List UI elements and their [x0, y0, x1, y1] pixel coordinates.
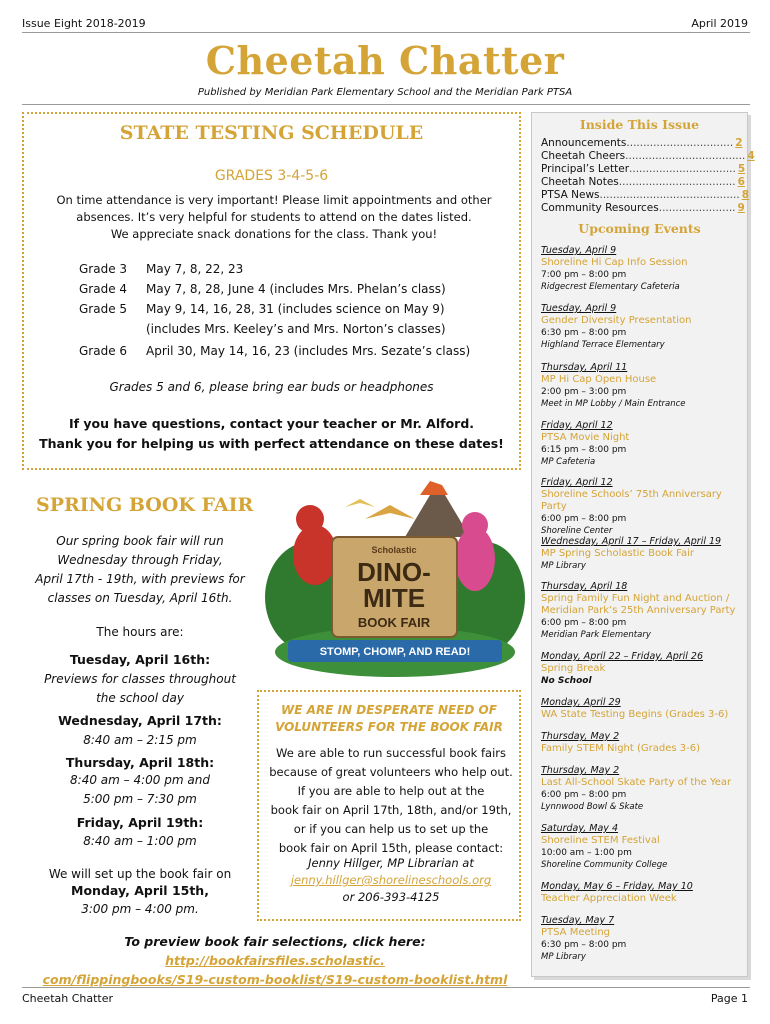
setup-day: Monday, April 15th,	[71, 883, 209, 898]
toc-label: Community Resources	[541, 202, 659, 214]
event-date: Friday, April 12	[541, 477, 613, 488]
toc-label: PTSA News	[541, 189, 600, 201]
event-name: Teacher Appreciation Week	[541, 893, 677, 904]
volunteer-box	[257, 690, 521, 921]
grade-label: Grade 3	[79, 262, 128, 276]
footer-rule	[22, 987, 750, 988]
attendance-line-3: We appreciate snack donations for the class. Thank you!	[110, 227, 438, 241]
setup-hours: 3:00 pm – 4:00 pm.	[81, 902, 199, 916]
toc-label: Cheetah Cheers	[541, 150, 626, 162]
volunteer-contact	[265, 855, 517, 906]
newsletter-title: Cheetah Chatter	[205, 38, 565, 83]
event-item	[541, 731, 741, 755]
page-number: Page 1	[710, 992, 748, 1005]
event-time: 6:00 pm – 8:00 pm	[541, 514, 627, 524]
questions-note	[24, 414, 519, 454]
dino-mite-book-fair-logo	[270, 477, 520, 673]
toc-dots: ................................	[629, 163, 736, 175]
events-title: Upcoming Events	[578, 221, 701, 236]
event-name: Shoreline Schools’ 75th Anniversary Party	[541, 489, 722, 512]
art-word-2: MITE	[362, 583, 426, 613]
event-name: PTSA Meeting	[541, 927, 611, 938]
event-place: MP Cafeteria	[541, 457, 596, 467]
bookfair-intro-line: April 17th - 19th, with previews for	[35, 572, 245, 586]
toc-item[interactable]	[541, 189, 749, 201]
event-time: 7:00 pm – 8:00 pm	[541, 270, 627, 280]
grade-dates: May 7, 8, 22, 23	[146, 262, 244, 276]
setup-line: We will set up the book fair on	[48, 867, 232, 881]
volunteer-heading	[259, 702, 519, 736]
toc-item[interactable]	[541, 176, 745, 188]
event-name: Family STEM Night (Grades 3-6)	[541, 743, 700, 754]
event-name: MP Hi Cap Open House	[541, 374, 657, 385]
event-item	[541, 245, 741, 293]
attendance-line-1: On time attendance is very important! Please limit appointments and other	[56, 193, 492, 207]
event-item	[541, 362, 741, 410]
event-name: PTSA Movie Night	[541, 432, 630, 443]
volunteer-body-line: or if you can help us to set up the	[293, 822, 489, 836]
volunteer-heading-line: VOLUNTEERS FOR THE BOOK FAIR	[275, 720, 503, 734]
footer-title: Cheetah Chatter	[22, 992, 114, 1005]
event-name: Gender Diversity Presentation	[541, 315, 692, 326]
toc-item[interactable]	[541, 163, 746, 175]
tuesday-note-line: Previews for classes throughout	[44, 672, 236, 686]
event-date: Monday, April 22 – Friday, April 26	[541, 651, 704, 662]
event-item	[541, 536, 741, 572]
event-item	[541, 303, 741, 351]
art-tagline: STOMP, CHOMP, AND READ!	[319, 646, 471, 658]
contact-name: Jenny Hillger, MP Librarian at	[308, 856, 474, 870]
event-item	[541, 823, 741, 871]
header-rule-bottom	[22, 104, 750, 105]
grade-label: Grade 5	[79, 302, 128, 316]
event-place: Shoreline Community College	[541, 860, 668, 870]
event-date: Saturday, May 4	[541, 823, 618, 834]
event-date: Tuesday, April 9	[541, 245, 617, 256]
event-time: 6:30 pm – 8:00 pm	[541, 940, 627, 950]
event-time: 6:00 pm – 8:00 pm	[541, 618, 627, 628]
event-name: Spring Family Fun Night and Auction / Meridian Park’s 25th Anniversary Party	[541, 593, 736, 616]
friday-label: Friday, April 19th:	[76, 815, 204, 830]
preview-lead: To preview book fair selections, click here:	[124, 934, 426, 949]
event-place: Meet in MP Lobby / Main Entrance	[541, 399, 686, 409]
testing-schedule-box	[22, 112, 521, 470]
volunteer-body-line: because of great volunteers who help out.	[269, 765, 513, 779]
event-date: Friday, April 12	[541, 420, 613, 431]
event-item	[541, 915, 741, 963]
grade-label: Grade 4	[79, 282, 128, 296]
event-date: Thursday, May 2	[541, 765, 620, 776]
event-item	[541, 420, 741, 468]
questions-line-1: If you have questions, contact your teacher or Mr. Alford.	[68, 416, 475, 431]
toc-item[interactable]	[541, 202, 745, 214]
event-note: No School	[541, 676, 592, 686]
event-date: Thursday, April 18	[541, 581, 628, 592]
event-date: Tuesday, April 9	[541, 303, 617, 314]
event-time: 2:00 pm – 3:00 pm	[541, 387, 627, 397]
volunteer-body-line: If you are able to help out at the	[297, 784, 485, 798]
bookfair-title: SPRING BOOK FAIR	[36, 494, 254, 516]
attendance-line-2: absences. It’s very helpful for students to attend on the dates listed.	[76, 210, 472, 224]
thursday-hours-1: 8:40 am – 4:00 pm and	[70, 773, 210, 787]
toc-title: Inside This Issue	[579, 117, 700, 132]
volunteer-body	[265, 744, 517, 858]
toc-page-link[interactable]: 6	[737, 176, 745, 188]
event-time: 6:15 pm – 8:00 pm	[541, 445, 627, 455]
toc-dots: ...................................	[618, 176, 736, 188]
event-place: Meridian Park Elementary	[541, 630, 651, 640]
event-place: Highland Terrace Elementary	[541, 340, 665, 350]
event-place: Lynnwood Bowl & Skate	[541, 802, 644, 812]
art-brand: Scholastic	[371, 545, 417, 555]
event-time: 10:00 am – 1:00 pm	[541, 848, 632, 858]
questions-line-2: Thank you for helping us with perfect attendance on these dates!	[39, 436, 504, 451]
art-word-3: BOOK FAIR	[357, 615, 431, 630]
event-name: MP Spring Scholastic Book Fair	[541, 548, 694, 559]
event-item	[541, 581, 741, 641]
earbuds-note: Grades 5 and 6, please bring ear buds or headphones	[109, 380, 434, 394]
toc-page-link[interactable]: 5	[737, 163, 746, 175]
volunteer-heading-line: WE ARE IN DESPERATE NEED OF	[281, 703, 497, 717]
contact-email-link[interactable]: jenny.hillger@shorelineschools.org	[290, 873, 492, 887]
testing-title: STATE TESTING SCHEDULE	[119, 122, 424, 144]
grades-heading: GRADES 3-4-5-6	[214, 168, 329, 184]
friday-hours: 8:40 am – 1:00 pm	[83, 834, 197, 848]
event-date: Thursday, April 11	[541, 362, 628, 373]
event-place: Shoreline Center	[541, 526, 613, 536]
toc-item[interactable]	[541, 137, 743, 149]
event-name: Shoreline STEM Festival	[541, 835, 660, 846]
event-time: 6:30 pm – 8:00 pm	[541, 328, 627, 338]
toc-page-link[interactable]: 9	[737, 202, 745, 214]
thursday-hours-2: 5:00 pm – 7:30 pm	[83, 792, 197, 806]
volunteer-body-line: We are able to run successful book fairs	[276, 746, 506, 760]
event-item	[541, 881, 741, 905]
contact-phone: or 206-393-4125	[342, 890, 440, 904]
event-place: MP Library	[541, 952, 586, 962]
preview-link[interactable]: http://bookfairsfiles.scholastic.	[165, 953, 385, 968]
wednesday-label: Wednesday, April 17th:	[58, 713, 222, 728]
event-date: Monday, May 6 – Friday, May 10	[541, 881, 693, 892]
event-name: Last All-School Skate Party of the Year	[541, 777, 732, 788]
wednesday-hours: 8:40 am – 2:15 pm	[83, 733, 197, 747]
preview-link-continued[interactable]: com/flippingbooks/S19-custom-booklist/S19-custom-booklist.html	[42, 972, 508, 987]
art-word-1: DINO-	[357, 557, 431, 587]
event-item	[541, 697, 741, 721]
toc-item[interactable]	[541, 150, 755, 162]
volunteer-body-line: book fair on April 15th, please contact:	[278, 841, 504, 855]
issue-date: April 2019	[691, 17, 748, 30]
grade-dates: April 30, May 14, 16, 23 (includes Mrs. Sezate’s class)	[146, 344, 471, 358]
toc-page-link[interactable]: 4	[747, 150, 755, 162]
event-date: Thursday, May 2	[541, 731, 620, 742]
event-date: Monday, April 29	[541, 697, 621, 708]
toc-page-link[interactable]: 2	[735, 137, 743, 149]
toc-label: Announcements	[541, 137, 627, 149]
event-name: Spring Break	[541, 663, 606, 674]
toc-dots: ..........................................	[599, 189, 740, 201]
event-date: Tuesday, May 7	[541, 915, 615, 926]
toc-dots: .......................	[658, 202, 736, 214]
tuesday-note-line: the school day	[96, 691, 184, 705]
bookfair-intro-line: Wednesday through Friday,	[57, 553, 223, 567]
event-place: Ridgecrest Elementary Cafeteria	[541, 282, 680, 292]
sidebar	[531, 112, 755, 977]
toc-label: Cheetah Notes	[541, 176, 619, 188]
issue-label: Issue Eight 2018-2019	[22, 17, 146, 30]
header-rule	[22, 32, 750, 33]
thursday-label: Thursday, April 18th:	[65, 755, 215, 770]
published-by: Published by Meridian Park Elementary School and the Meridian Park PTSA	[197, 87, 573, 98]
attendance-note	[44, 192, 504, 243]
hours-label: The hours are:	[96, 625, 184, 639]
volunteer-body-line: book fair on April 17th, 18th, and/or 19th,	[270, 803, 512, 817]
bookfair-intro-line: classes on Tuesday, April 16th.	[47, 591, 233, 605]
event-time: 6:00 pm – 8:00 pm	[541, 790, 627, 800]
toc-page-link[interactable]: 8	[741, 189, 749, 201]
grade-dates: May 9, 14, 16, 28, 31 (includes science on May 9)	[146, 302, 445, 316]
event-item	[541, 765, 741, 813]
grade-label: Grade 6	[79, 344, 128, 358]
event-name: Shoreline Hi Cap Info Session	[541, 257, 688, 268]
tuesday-label: Tuesday, April 16th:	[69, 652, 211, 667]
event-name: WA State Testing Begins (Grades 3-6)	[541, 709, 729, 720]
grade-dates: May 7, 8, 28, June 4 (includes Mrs. Phelan’s class)	[146, 282, 446, 296]
event-date: Wednesday, April 17 – Friday, April 19	[541, 536, 722, 547]
toc-dots: ....................................	[625, 150, 746, 162]
bookfair-intro	[30, 532, 250, 608]
tuesday-note	[30, 670, 250, 708]
event-item	[541, 477, 741, 537]
toc-label: Principal’s Letter	[541, 163, 630, 175]
bookfair-intro-line: Our spring book fair will run	[56, 534, 224, 548]
toc-dots: ................................	[626, 137, 734, 149]
event-place: MP Library	[541, 561, 586, 571]
grade-dates: (includes Mrs. Keeley’s and Mrs. Norton’s classes)	[146, 322, 446, 336]
event-item	[541, 651, 741, 687]
preview-note	[30, 932, 520, 989]
